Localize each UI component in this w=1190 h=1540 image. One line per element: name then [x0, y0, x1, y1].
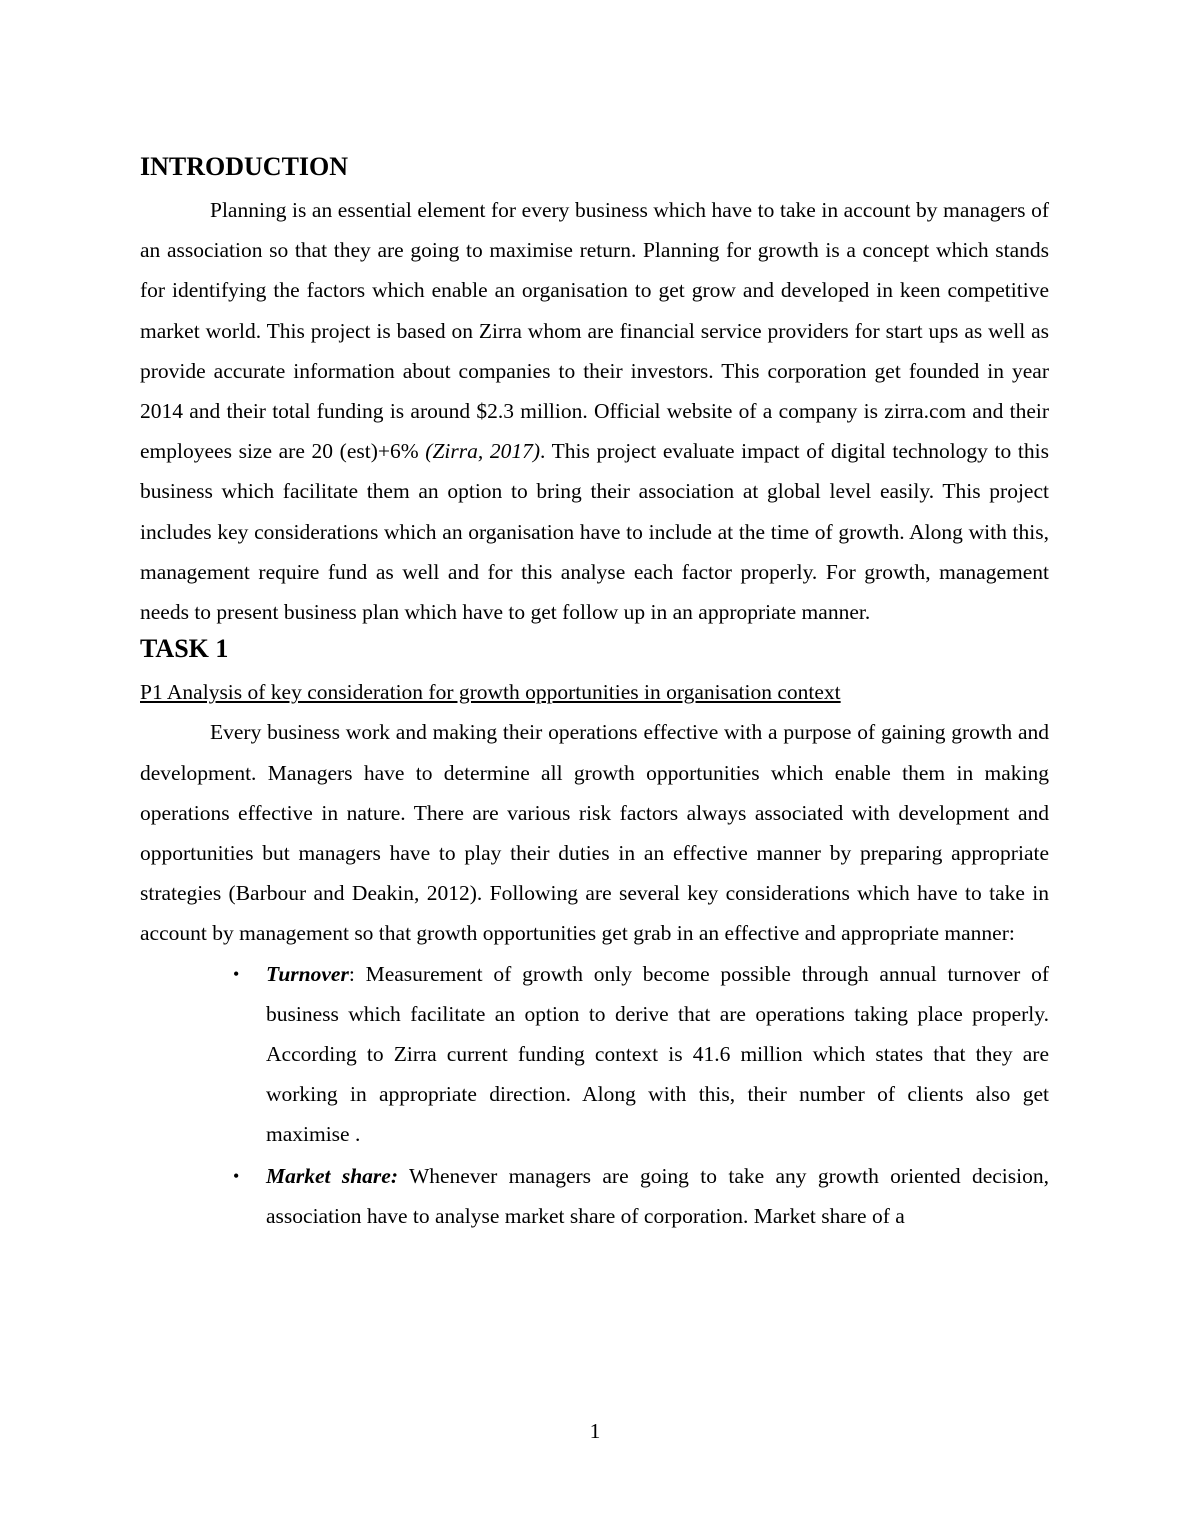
- task1-paragraph: Every business work and making their operations effective with a purpose of gaining growth and development. Managers have to determine all growth opportunities which enable them in making operations effective in nature. There are various risk factors always associated with development and opportunities but managers have to play their duties in an effective manner by preparing appropriate strategies (Barbour and Deakin, 2012). Following are several key considerations which have to take in account by management so that growth opportunities get grab in an effective and appropriate manner:: [140, 720, 1049, 946]
- bullet-text: Measurement of growth only become possible through annual turnover of business which facilitate an option to derive that are operations taking place properly. According to Zirra current funding context is 41.6 million which states that they are working in appropriate direction. Along with this, their number of clients also get maximise .: [266, 961, 1049, 1147]
- bullet-separator: :: [348, 961, 355, 986]
- task1-heading: TASK 1: [140, 634, 229, 664]
- document-page: [140, 150, 1049, 1237]
- introduction-text-part2: . This project evaluate impact of digital technology to this business which facilitate them an option to bring their association at global level easily. This project includes key considerations which an organisation have to include at the time of growth. Along with this, management require fund as well and for this analyse each factor properly. For growth, management needs to present business plan which have to get follow up in an appropriate manner.: [140, 439, 1049, 625]
- introduction-citation: (Zirra, 2017): [425, 439, 541, 464]
- list-item-turnover: [233, 954, 1049, 1155]
- list-item-market-share: [233, 1156, 1049, 1236]
- bullet-term: Turnover: [266, 961, 349, 986]
- introduction-text-part1: Planning is an essential element for every business which have to take in account by managers of an association so that they are going to maximise return. Planning for growth is a concept which stands for identifying the factors which enable an organisation to get grow and developed in keen competitive market world. This project is based on Zirra whom are financial service providers for start ups as well as provide accurate information about companies to their investors. This corporation get founded in year 2014 and their total funding is around $2.3 million. Official website of a company is zirra.com and their employees size are 20 (est)+6%: [140, 198, 1049, 464]
- bullet-icon: •: [233, 963, 240, 984]
- page-number: 1: [589, 1419, 601, 1443]
- bullet-term: Market share:: [266, 1163, 398, 1188]
- key-considerations-list: [140, 954, 1049, 1236]
- task1-subheading: P1 Analysis of key consideration for growth opportunities in organisation context: [140, 680, 841, 705]
- introduction-heading: INTRODUCTION: [140, 152, 349, 181]
- bullet-icon: •: [233, 1165, 240, 1186]
- bullet-text: Whenever managers are going to take any growth oriented decision, association have to analyse market share of corporation. Market share of a: [266, 1163, 1049, 1228]
- introduction-paragraph: [140, 190, 1049, 632]
